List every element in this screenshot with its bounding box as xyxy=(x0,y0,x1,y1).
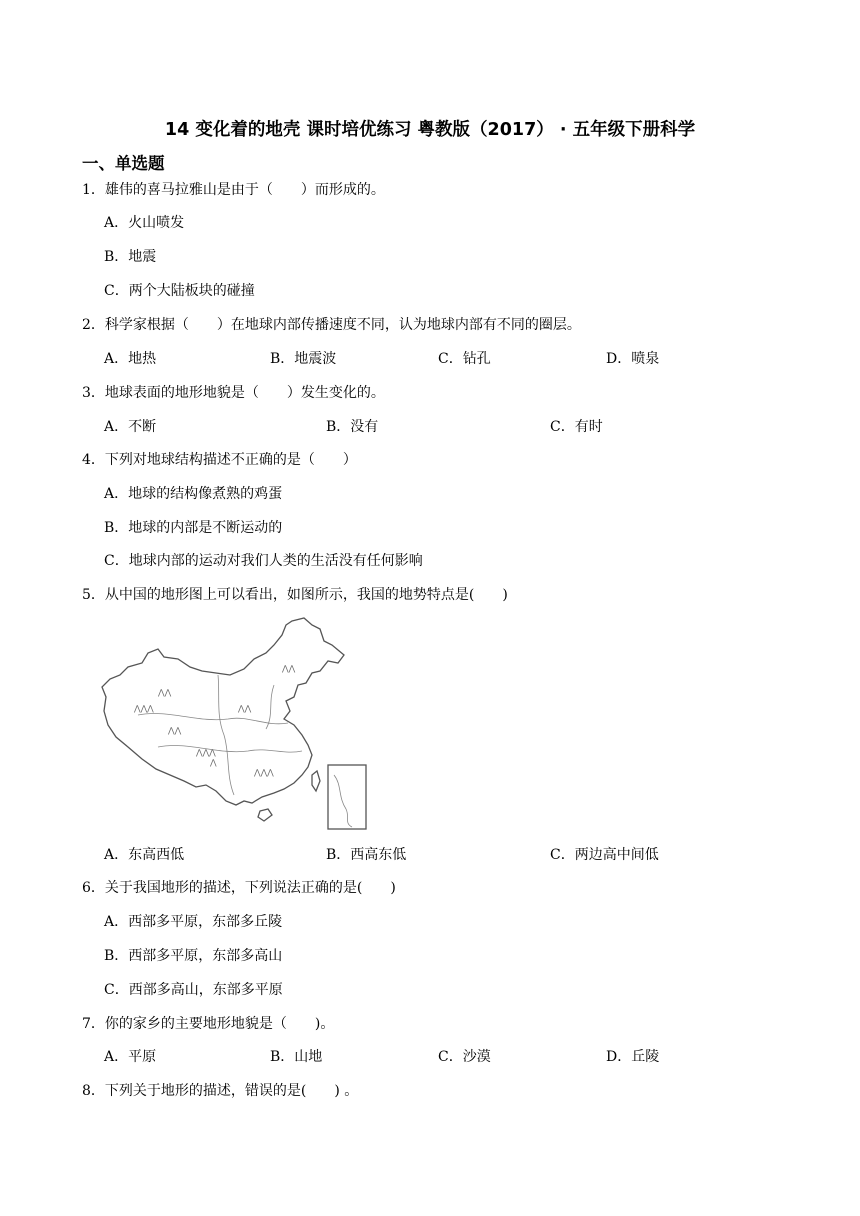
question-7-option-c: C．沙漠 xyxy=(438,1049,491,1065)
question-1-stem: 1．雄伟的喜马拉雅山是由于（ ）而形成的。 xyxy=(82,182,385,198)
question-3-option-b: B．没有 xyxy=(326,419,379,435)
question-7-option-d: D．丘陵 xyxy=(606,1049,660,1065)
question-5-option-a: A．东高西低 xyxy=(104,847,185,863)
question-6-option-c: C．西部多高山，东部多平原 xyxy=(104,982,283,998)
question-5-option-b: B．西高东低 xyxy=(326,847,407,863)
question-7-stem: 7．你的家乡的主要地形地貌是（ )。 xyxy=(82,1016,335,1032)
question-7-option-a: A．平原 xyxy=(104,1049,157,1065)
question-5-stem: 5．从中国的地形图上可以看出，如图所示，我国的地势特点是( ) xyxy=(82,587,508,603)
question-4-stem: 4．下列对地球结构描述不正确的是（ ） xyxy=(82,452,357,468)
question-2-option-c: C．钻孔 xyxy=(438,351,491,367)
question-8-stem: 8．下列关于地形的描述，错误的是( ) 。 xyxy=(82,1083,359,1099)
svg-text:⋀⋀: ⋀⋀ xyxy=(158,688,172,697)
question-3-option-c: C．有时 xyxy=(550,419,603,435)
section-heading: 一、单选题 xyxy=(82,154,165,173)
question-5-option-c: C．两边高中间低 xyxy=(550,847,659,863)
question-4-option-c: C．地球内部的运动对我们人类的生活没有任何影响 xyxy=(104,553,423,569)
question-6-option-b: B．西部多平原，东部多高山 xyxy=(104,948,283,964)
china-terrain-map xyxy=(98,615,370,833)
question-6-option-a: A．西部多平原，东部多丘陵 xyxy=(104,914,283,930)
question-1-option-c: C．两个大陆板块的碰撞 xyxy=(104,283,255,299)
question-1-option-b: B．地震 xyxy=(104,249,157,265)
question-4-option-b: B．地球的内部是不断运动的 xyxy=(104,520,283,536)
question-2-option-a: A．地热 xyxy=(104,351,157,367)
question-1-option-a: A．火山喷发 xyxy=(104,215,185,231)
svg-text:⋀⋀⋀: ⋀⋀⋀ xyxy=(254,768,274,777)
question-4-option-a: A．地球的结构像煮熟的鸡蛋 xyxy=(104,486,283,502)
svg-text:⋀⋀: ⋀⋀ xyxy=(238,704,252,713)
svg-text:⋀⋀: ⋀⋀ xyxy=(282,664,296,673)
svg-text:⋀⋀: ⋀⋀ xyxy=(168,726,182,735)
svg-text:⋀⋀⋀: ⋀⋀⋀ xyxy=(134,704,154,713)
question-6-stem: 6．关于我国地形的描述，下列说法正确的是( ) xyxy=(82,880,396,896)
question-3-option-a: A．不断 xyxy=(104,419,157,435)
question-3-stem: 3．地球表面的地形地貌是（ ）发生变化的。 xyxy=(82,385,385,401)
question-2-option-b: B．地震波 xyxy=(270,351,337,367)
question-7-option-b: B．山地 xyxy=(270,1049,323,1065)
svg-text:⋀⋀⋀: ⋀⋀⋀ xyxy=(196,748,216,757)
document-title: 14 变化着的地壳 课时培优练习 粤教版（2017） · 五年级下册科学 xyxy=(164,120,696,140)
question-2-option-d: D．喷泉 xyxy=(606,351,660,367)
svg-text:⋀: ⋀ xyxy=(210,758,217,767)
question-2-stem: 2．科学家根据（ ）在地球内部传播速度不同，认为地球内部有不同的圈层。 xyxy=(82,317,581,333)
